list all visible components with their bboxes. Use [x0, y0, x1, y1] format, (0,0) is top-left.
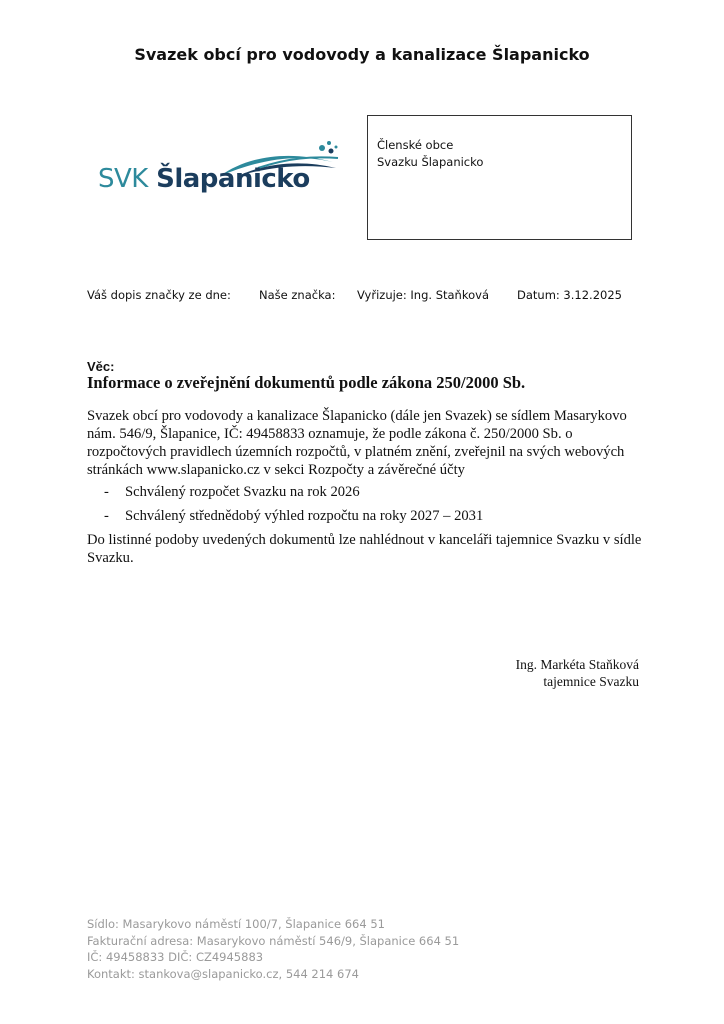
your-letter-ref: Váš dopis značky ze dne: — [87, 288, 231, 302]
logo — [98, 140, 343, 202]
recipient-line2: Svazku Šlapanicko — [377, 155, 484, 169]
signature-role: tajemnice Svazku — [543, 674, 639, 689]
body-paragraph: Do listinné podoby uvedených dokumentů lze nahlédnout v kanceláři tajemnice Svazku v sídle Svazku. — [87, 532, 642, 566]
logo-prefix: SVK — [98, 164, 148, 194]
subject-label: Věc: — [87, 359, 115, 374]
footer-contact: Kontakt: stankova@slapanicko.cz, 544 214 674 — [87, 966, 359, 981]
handled-by: Vyřizuje: Ing. Staňková — [357, 288, 489, 302]
date: Datum: 3.12.2025 — [517, 288, 622, 302]
bullet: - — [104, 484, 109, 500]
subject-title: Informace o zveřejnění dokumentů podle zákona 250/2000 Sb. — [87, 373, 526, 392]
list-item — [87, 484, 360, 501]
list-item-text: Schválený střednědobý výhled rozpočtu na roky 2027 – 2031 — [125, 508, 484, 524]
footer-ids: IČ: 49458833 DIČ: CZ4945883 — [87, 950, 264, 964]
recipient-box — [367, 115, 632, 240]
logo-name: Šlapanicko — [156, 164, 310, 194]
footer — [87, 916, 459, 982]
footer-billing: Fakturační adresa: Masarykovo náměstí 546/9, Šlapanice 664 51 — [87, 933, 460, 948]
our-ref: Naše značka: — [259, 288, 336, 302]
list-item-text: Schválený rozpočet Svazku na rok 2026 — [125, 484, 360, 500]
footer-address: Sídlo: Masarykovo náměstí 100/7, Šlapanice 664 51 — [87, 917, 385, 931]
signature — [516, 656, 639, 690]
bullet: - — [104, 508, 109, 524]
body-paragraph: Svazek obcí pro vodovody a kanalizace Šlapanicko (dále jen Svazek) se sídlem Masarykovo nám. 546/9, Šlapanice, IČ: 49458833 oznamuje, že podle zákona č. 250/2000 Sb. o rozpočtových pravidlech územních rozpočtů, v platném znění, zveřejnil na svých webových stránkách www.slapanicko.cz v sekci Rozpočty a závěrečné účty — [87, 408, 627, 478]
signature-name: Ing. Markéta Staňková — [515, 657, 639, 672]
document-title: Svazek obcí pro vodovody a kanalizace Šlapanicko — [134, 45, 590, 64]
list-item — [87, 508, 483, 525]
recipient-line1: Členské obce — [377, 138, 454, 152]
